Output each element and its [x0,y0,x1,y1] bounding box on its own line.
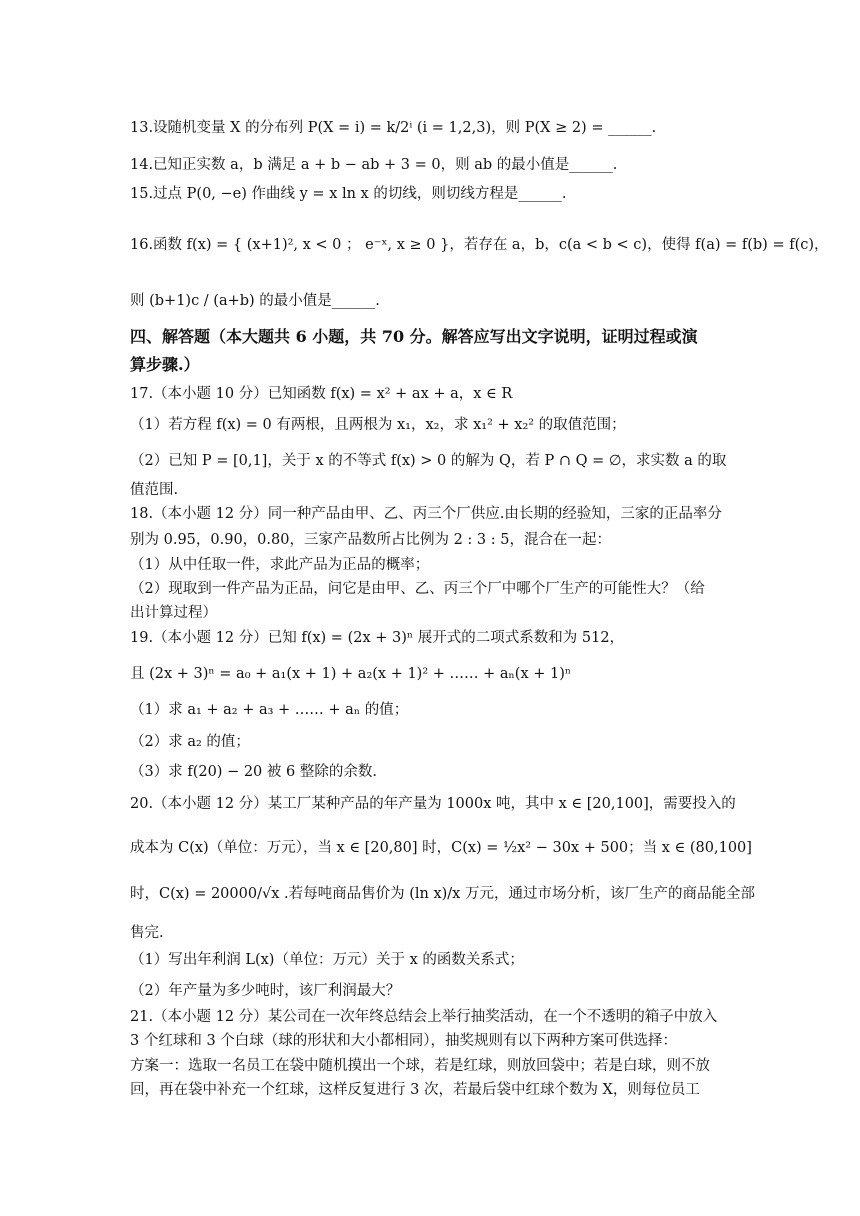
question-20-line-1: 20.（本小题 12 分）某工厂某种产品的年产量为 1000x 吨，其中 x ∈ [20,100]，需要投入的 [130,796,736,812]
question-19-line-1: 19.（本小题 12 分）已知 f(x) = (2x + 3)ⁿ 展开式的二项式系数和为 512， [130,630,625,646]
question-18-part-1: （1）从中任取一件，求此产品为正品的概率； [130,557,430,573]
question-20-line-4: 售完. [130,925,164,941]
question-14: 14.已知正实数 a，b 满足 a + b − ab + 3 = 0，则 ab 的最小值是______. [130,157,618,173]
question-16-line-2: 则 (b+1)c / (a+b) 的最小值是______. [130,293,380,309]
question-17-part-2-line-1: （2）已知 P = [0,1]，关于 x 的不等式 f(x) > 0 的解为 Q，若 P ∩ Q = ∅，求实数 a 的取 [130,453,727,469]
question-17-part-2-line-2: 值范围. [130,482,179,498]
question-18-part-2-line-1: （2）现取到一件产品为正品，问它是由甲、乙、丙三个厂中哪个厂生产的可能性大？（给 [130,581,705,597]
question-15: 15.过点 P(0, −e) 作曲线 y = x ln x 的切线，则切线方程是______. [130,186,567,202]
section-4-heading-line-2: 算步骤.） [130,355,200,374]
question-20-line-2: 成本为 C(x)（单位：万元），当 x ∈ [20,80] 时，C(x) = ½x² − 30x + 500；当 x ∈ (80,100] [130,840,752,856]
question-13: 13.设随机变量 X 的分布列 P(X = i) = k/2ⁱ (i = 1,2,3)，则 P(X ≥ 2) = ______. [130,120,657,136]
question-21-line-2: 3 个红球和 3 个白球（球的形状和大小都相同），抽奖规则有以下两种方案可供选择： [130,1033,678,1049]
question-21-line-3: 方案一：选取一名员工在袋中随机摸出一个球，若是红球，则放回袋中；若是白球，则不放 [130,1058,710,1074]
question-20-line-3: 时，C(x) = 20000/√x .若每吨商品售价为 (ln x)/x 万元，通过市场分析，该厂生产的商品能全部 [130,886,755,902]
question-19-part-2: （2）求 a₂ 的值； [130,734,250,750]
question-18-line-2: 别为 0.95，0.90，0.80，三家产品数所占比例为 2 : 3 : 5，混合在一起： [130,532,611,548]
question-21-line-1: 21.（本小题 12 分）某公司在一次年终总结会上举行抽奖活动，在一个不透明的箱子中放入 [130,1009,718,1025]
question-18-part-2-line-2: 出计算过程） [130,605,217,621]
question-19-part-1: （1）求 a₁ + a₂ + a₃ + …… + aₙ 的值； [130,702,409,718]
question-16-line-1: 16.函数 f(x) = { (x+1)², x < 0 ； e⁻ˣ, x ≥ 0 }，若存在 a，b，c(a < b < c)，使得 f(a) = f(b) = f(c)， [130,237,829,253]
question-19-part-3: （3）求 f(20) − 20 被 6 整除的余数. [130,764,377,780]
question-20-part-2: （2）年产量为多少吨时，该厂利润最大？ [130,983,401,999]
question-17-part-1: （1）若方程 f(x) = 0 有两根，且两根为 x₁，x₂，求 x₁² + x₂² 的取值范围； [130,417,626,433]
question-20-part-1: （1）写出年利润 L(x)（单位：万元）关于 x 的函数关系式； [130,952,524,968]
question-21-line-4: 回，再在袋中补充一个红球，这样反复进行 3 次，若最后袋中红球个数为 X，则每位员工 [130,1082,700,1098]
question-17: 17.（本小题 10 分）已知函数 f(x) = x² + ax + a，x ∈ R [130,386,513,402]
section-4-heading-line-1: 四、解答题（本大题共 6 小题，共 70 分。解答应写出文字说明，证明过程或演 [130,327,698,346]
question-18-line-1: 18.（本小题 12 分）同一种产品由甲、乙、丙三个厂供应.由长期的经验知，三家的正品率分 [130,506,722,522]
question-19-line-2: 且 (2x + 3)ⁿ = a₀ + a₁(x + 1) + a₂(x + 1)² + …… + aₙ(x + 1)ⁿ [130,666,572,682]
